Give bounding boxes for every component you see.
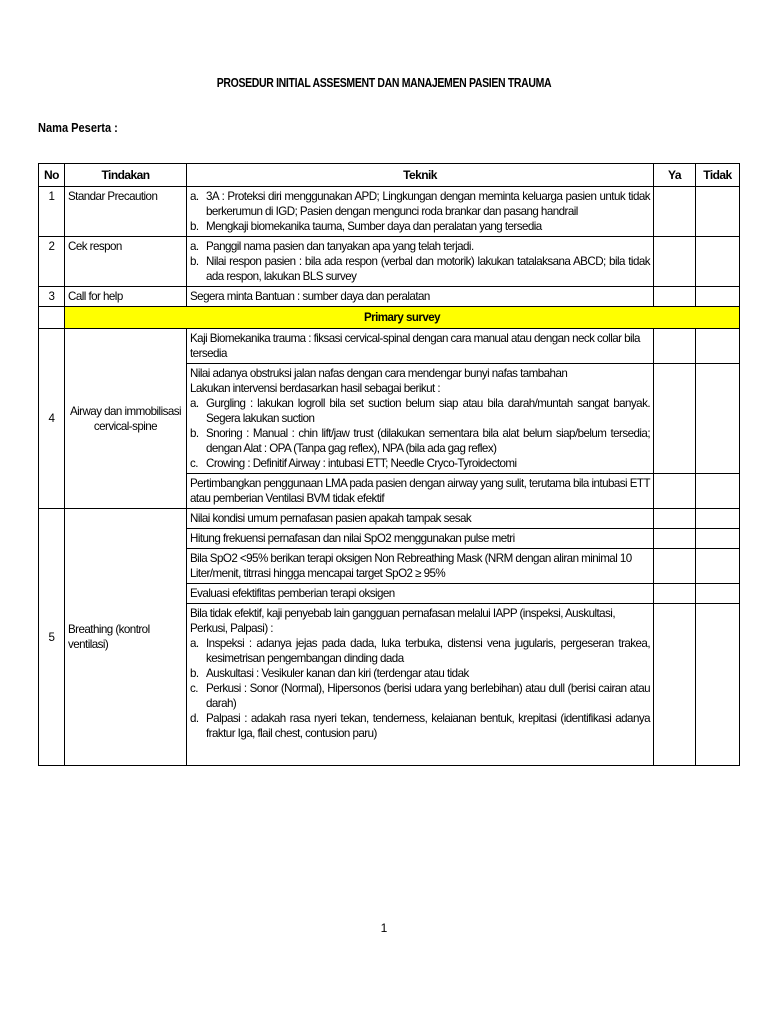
list-item (190, 666, 650, 681)
technique-cell: Segera minta Bantuan : sumber daya dan peralatan (187, 287, 654, 307)
technique-cell: Bila SpO2 <95% berikan terapi oksigen Non Rebreathing Mask (NRM dengan aliran minimal 10 Liter/menit, titrrasi hingga mencapai target SpO2 ≥ 95% (187, 549, 654, 584)
technique-line: Nilai adanya obstruksi jalan nafas dengan cara mendengar bunyi nafas tambahan (190, 367, 568, 380)
list-label: c. (190, 682, 198, 695)
list-label: c. (190, 457, 198, 470)
section-row (39, 307, 740, 329)
ya-checkbox-cell[interactable] (654, 604, 696, 766)
table-row (39, 287, 740, 307)
technique-line: Bila tidak efektif, kaji penyebab lain gangguan pernafasan melalui IAPP (inspeksi, Auskultasi, Perkusi, Palpasi) : (190, 607, 616, 635)
list-item (190, 636, 650, 666)
list-label: b. (190, 255, 199, 268)
ya-checkbox-cell[interactable] (654, 237, 696, 287)
tidak-checkbox-cell[interactable] (696, 287, 740, 307)
list-text: Mengkaji biomekanika tauma, Sumber daya dan peralatan yang tersedia (206, 220, 542, 233)
action-cell: Cek respon (65, 237, 187, 287)
technique-cell: Evaluasi efektifitas pemberian terapi oksigen (187, 584, 654, 604)
table-row (39, 329, 740, 364)
participant-name-label: Nama Peserta : (38, 120, 118, 135)
list-text: Crowing : Definitif Airway : intubasi ETT; Needle Cryco-Tyroidectomi (206, 457, 517, 470)
list-label: b. (190, 427, 199, 440)
table-row (39, 187, 740, 237)
tidak-checkbox-cell[interactable] (696, 329, 740, 364)
header-ya: Ya (654, 164, 696, 187)
tidak-checkbox-cell[interactable] (696, 584, 740, 604)
technique-cell (187, 604, 654, 766)
technique-cell: Pertimbangkan penggunaan LMA pada pasien dengan airway yang sulit, terutama bila intubasi ETT atau pemberian Ventilasi BVM tidak efektif (187, 474, 654, 509)
technique-line: Lakukan intervensi berdasarkan hasil sebagai berikut : (190, 382, 441, 395)
ya-checkbox-cell[interactable] (654, 549, 696, 584)
tidak-checkbox-cell[interactable] (696, 549, 740, 584)
list-item (190, 456, 650, 471)
document-title: PROSEDUR INITIAL ASSESMENT DAN MANAJEMEN PASIEN TRAUMA (216, 76, 552, 90)
list-text: Panggil nama pasien dan tanyakan apa yang telah terjadi. (206, 240, 474, 253)
action-cell: Call for help (65, 287, 187, 307)
list-text: Palpasi : adakah rasa nyeri tekan, tenderness, kelaianan bentuk, krepitasi (identifikasi adanya fraktur Iga, flail chest, contusion paru) (206, 712, 650, 740)
list-item (190, 426, 650, 456)
list-item (190, 396, 650, 426)
list-label: a. (190, 397, 199, 410)
primary-survey-heading: Primary survey (65, 307, 740, 329)
technique-cell (187, 364, 654, 474)
technique-cell: Nilai kondisi umum pernafasan pasien apakah tampak sesak (187, 509, 654, 529)
technique-cell (187, 237, 654, 287)
list-text: Nilai respon pasien : bila ada respon (verbal dan motorik) lakukan tatalaksana ABCD; bila tidak ada respon, lakukan BLS survey (206, 255, 650, 283)
list-item (190, 711, 650, 741)
list-label: b. (190, 667, 199, 680)
table-row (39, 237, 740, 287)
table-row (39, 509, 740, 529)
list-label: d. (190, 712, 199, 725)
list-item (190, 219, 650, 234)
ya-checkbox-cell[interactable] (654, 329, 696, 364)
ya-checkbox-cell[interactable] (654, 287, 696, 307)
page-number: 1 (380, 921, 388, 935)
list-item (190, 254, 650, 284)
technique-cell: Kaji Biomekanika trauma : fiksasi cervical-spinal dengan cara manual atau dengan neck collar bila tersedia (187, 329, 654, 364)
list-label: a. (190, 190, 199, 203)
list-text: Perkusi : Sonor (Normal), Hipersonos (berisi udara yang berlebihan) atau dull (berisi cairan atau darah) (206, 682, 650, 710)
row-number: 1 (39, 187, 65, 237)
list-label: a. (190, 637, 199, 650)
tidak-checkbox-cell[interactable] (696, 604, 740, 766)
list-item (190, 239, 650, 254)
ya-checkbox-cell[interactable] (654, 509, 696, 529)
empty-cell (39, 307, 65, 329)
list-text: Inspeksi : adanya jejas pada dada, luka terbuka, distensi vena jugularis, pergeseran trakea, kesimetrisan pengembangan dinding dada (206, 637, 650, 665)
tidak-checkbox-cell[interactable] (696, 237, 740, 287)
ya-checkbox-cell[interactable] (654, 187, 696, 237)
list-text: Snoring : Manual : chin lift/jaw trust (dilakukan sementara bila alat belum siap/belum tersedia; dengan Alat : OPA (Tanpa gag reflex), NPA (bila ada gag reflex) (206, 427, 650, 455)
tidak-checkbox-cell[interactable] (696, 364, 740, 474)
tidak-checkbox-cell[interactable] (696, 529, 740, 549)
list-text: 3A : Proteksi diri menggunakan APD; Lingkungan dengan meminta keluarga pasien untuk tidak berkerumun di IGD; Pasien dengan mengunci roda brankar dan pasang handrail (206, 190, 650, 218)
header-tidak: Tidak (696, 164, 740, 187)
list-item (190, 681, 650, 711)
list-item (190, 189, 650, 219)
row-number: 3 (39, 287, 65, 307)
ya-checkbox-cell[interactable] (654, 474, 696, 509)
ya-checkbox-cell[interactable] (654, 364, 696, 474)
header-teknik: Teknik (187, 164, 654, 187)
list-label: a. (190, 240, 199, 253)
header-no: No (39, 164, 65, 187)
technique-cell: Hitung frekuensi pernafasan dan nilai SpO2 menggunakan pulse metri (187, 529, 654, 549)
row-number: 5 (39, 509, 65, 766)
action-cell: Standar Precaution (65, 187, 187, 237)
ya-checkbox-cell[interactable] (654, 584, 696, 604)
ya-checkbox-cell[interactable] (654, 529, 696, 549)
tidak-checkbox-cell[interactable] (696, 474, 740, 509)
row-number: 2 (39, 237, 65, 287)
header-tindakan: Tindakan (65, 164, 187, 187)
list-text: Auskultasi : Vesikuler kanan dan kiri (terdengar atau tidak (206, 667, 469, 680)
tidak-checkbox-cell[interactable] (696, 187, 740, 237)
row-number: 4 (39, 329, 65, 509)
technique-cell (187, 187, 654, 237)
table-header-row (39, 164, 740, 187)
tidak-checkbox-cell[interactable] (696, 509, 740, 529)
action-cell: Breathing (kontrol ventilasi) (65, 509, 187, 766)
list-text: Gurgling : lakukan logroll bila set suction belum siap atau bila darah/muntah sangat banyak. Segera lakukan suction (206, 397, 650, 425)
procedure-table (38, 163, 740, 766)
list-label: b. (190, 220, 199, 233)
action-cell: Airway dan immobilisasi cervical-spine (65, 329, 187, 509)
